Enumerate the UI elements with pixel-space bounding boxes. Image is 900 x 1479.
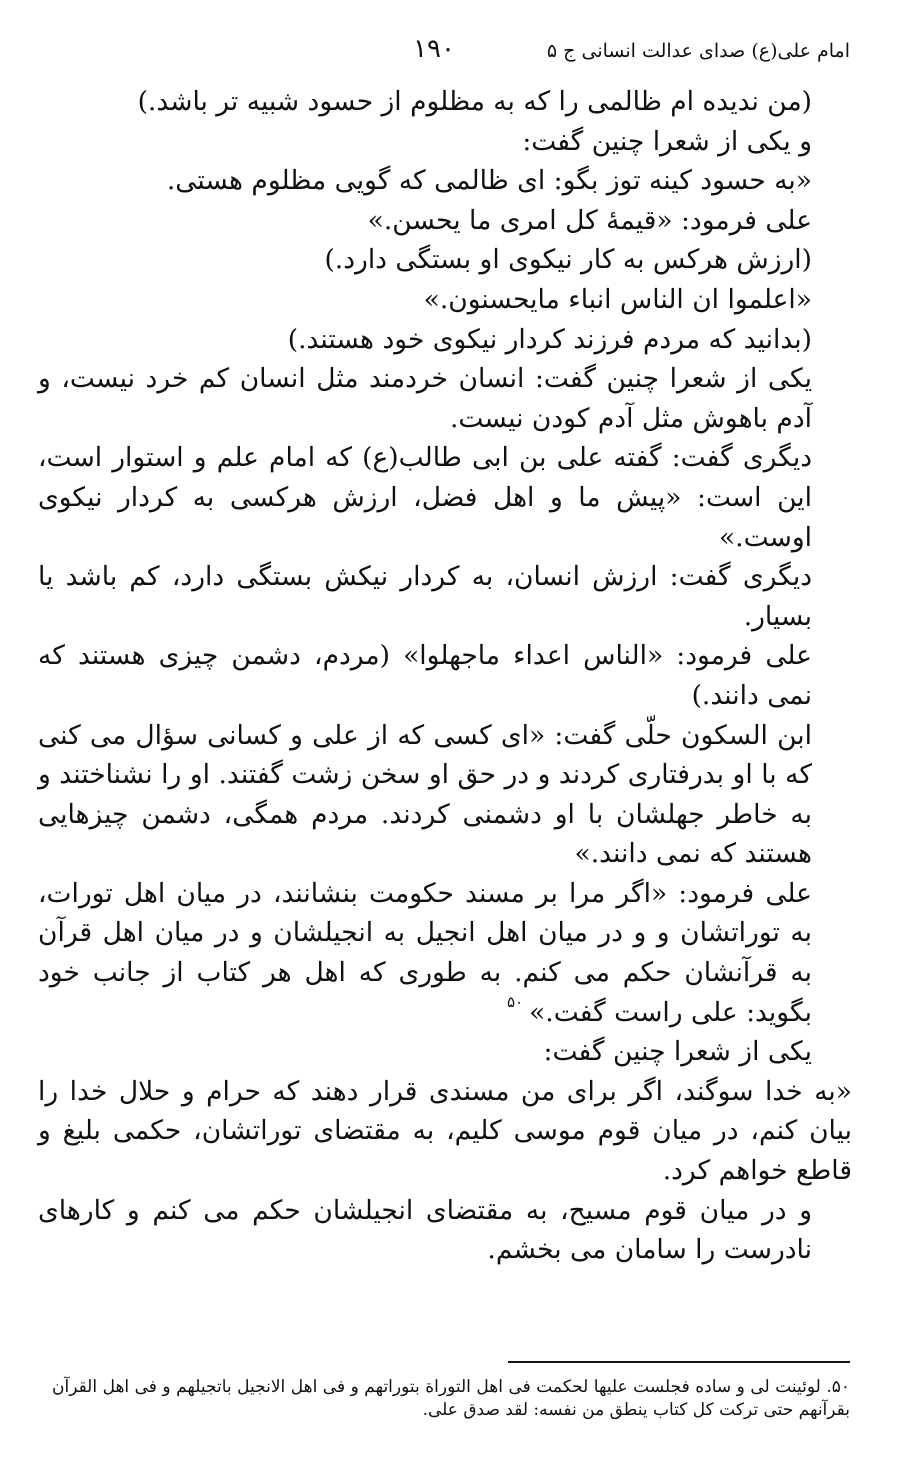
paragraph: ابن السکون حلّی گفت: «ای کسی که از علی و کسانی سؤال می کنی که با او بدرفتاری کردند و در حق او سخن زشت گفتند. او را نشناختند و به خاطر جهلشان با او دشمنی کردند. مردم همگی، دشمن چیزهایی هستند که نمی دانند.»: [38, 719, 812, 870]
paragraph: دیگری گفت: ارزش انسان، به کردار نیکش بستگی دارد، کم باشد یا بسیار.: [38, 561, 812, 632]
paragraph: (من ندیده ام ظالمی را که به مظلوم از حسود شبیه تر باشد.): [137, 86, 812, 117]
footnote-divider: [508, 1361, 850, 1363]
paragraph: و یکی از شعرا چنین گفت:: [522, 125, 812, 157]
running-title: امام علی(ع) صدای عدالت انسانی ج ۵: [546, 40, 850, 62]
paragraph: (بدانید که مردم فرزند کردار نیکوی خود هستند.): [287, 323, 812, 355]
paragraph: یکی از شعرا چنین گفت:: [543, 1036, 812, 1068]
paragraph: «اعلموا ان الناس انباء مایحسنون.»: [423, 283, 812, 315]
paragraph: علی فرمود: «اگر مرا بر مسند حکومت بنشانند، در میان اهل تورات، به توراتشان و و در میان اهل انجیل به انجیلشان و در میان اهل قرآن به قرآنشان حکم می کنم. به طوری که اهل هر کتاب از جانب خود بگوید: علی راست گفت.»$^{۵۰}$: [38, 877, 812, 1028]
body-text: [38, 82, 852, 1270]
paragraph: و در میان قوم مسیح، به مقتضای انجیلشان حکم می کنم و کارهای نادرست را سامان می بخشم.: [38, 1194, 812, 1266]
footnote-marker[interactable]: ۵۰: [506, 992, 524, 1011]
paragraph: (ارزش هرکس به کار نیکوی او بستگی دارد.): [324, 244, 812, 276]
paragraph: یکی از شعرا چنین گفت: انسان خردمند مثل انسان کم خرد نیست، و آدم باهوش مثل آدم کودن نیست.: [38, 363, 812, 434]
paragraph: علی فرمود: «الناس اعداء ماجهلوا» (مردم، دشمن چیزی هستند که نمی دانند.): [38, 640, 812, 711]
page-number: ۱۹۰: [413, 34, 455, 64]
footnote: ۵۰. لوئینت لی و ساده فجلست علیها لحکمت فی اهل التوراة بتوراتهم و فی اهل الانجیل باتجیلهم و فی اهل القرآن بقرآنهم حتی ترکت کل کتاب ینطق من نفسه: لقد صدق علی.: [52, 1377, 850, 1420]
paragraph: علی فرمود: «قیمۀ کل امری ما یحسن.»: [367, 204, 812, 236]
paragraph: «به حسود کینه توز بگو: ای ظالمی که گویی مظلوم هستی.: [166, 165, 812, 197]
paragraph: دیگری گفت: گفته علی بن ابی طالب(ع) که امام علم و استوار است، این است: «پیش ما و اهل فضل، ارزش هرکسی به کردار نیکوی اوست.»: [38, 442, 812, 553]
paragraph: «به خدا سوگند، اگر برای من مسندی قرار دهند که حرام و حلال خدا را بیان کنم، در میان قوم موسی کلیم، به مقتضای توراتشان، حکمی بلیغ و قاطع خواهم کرد.: [38, 1075, 852, 1187]
page-header: [40, 34, 850, 74]
